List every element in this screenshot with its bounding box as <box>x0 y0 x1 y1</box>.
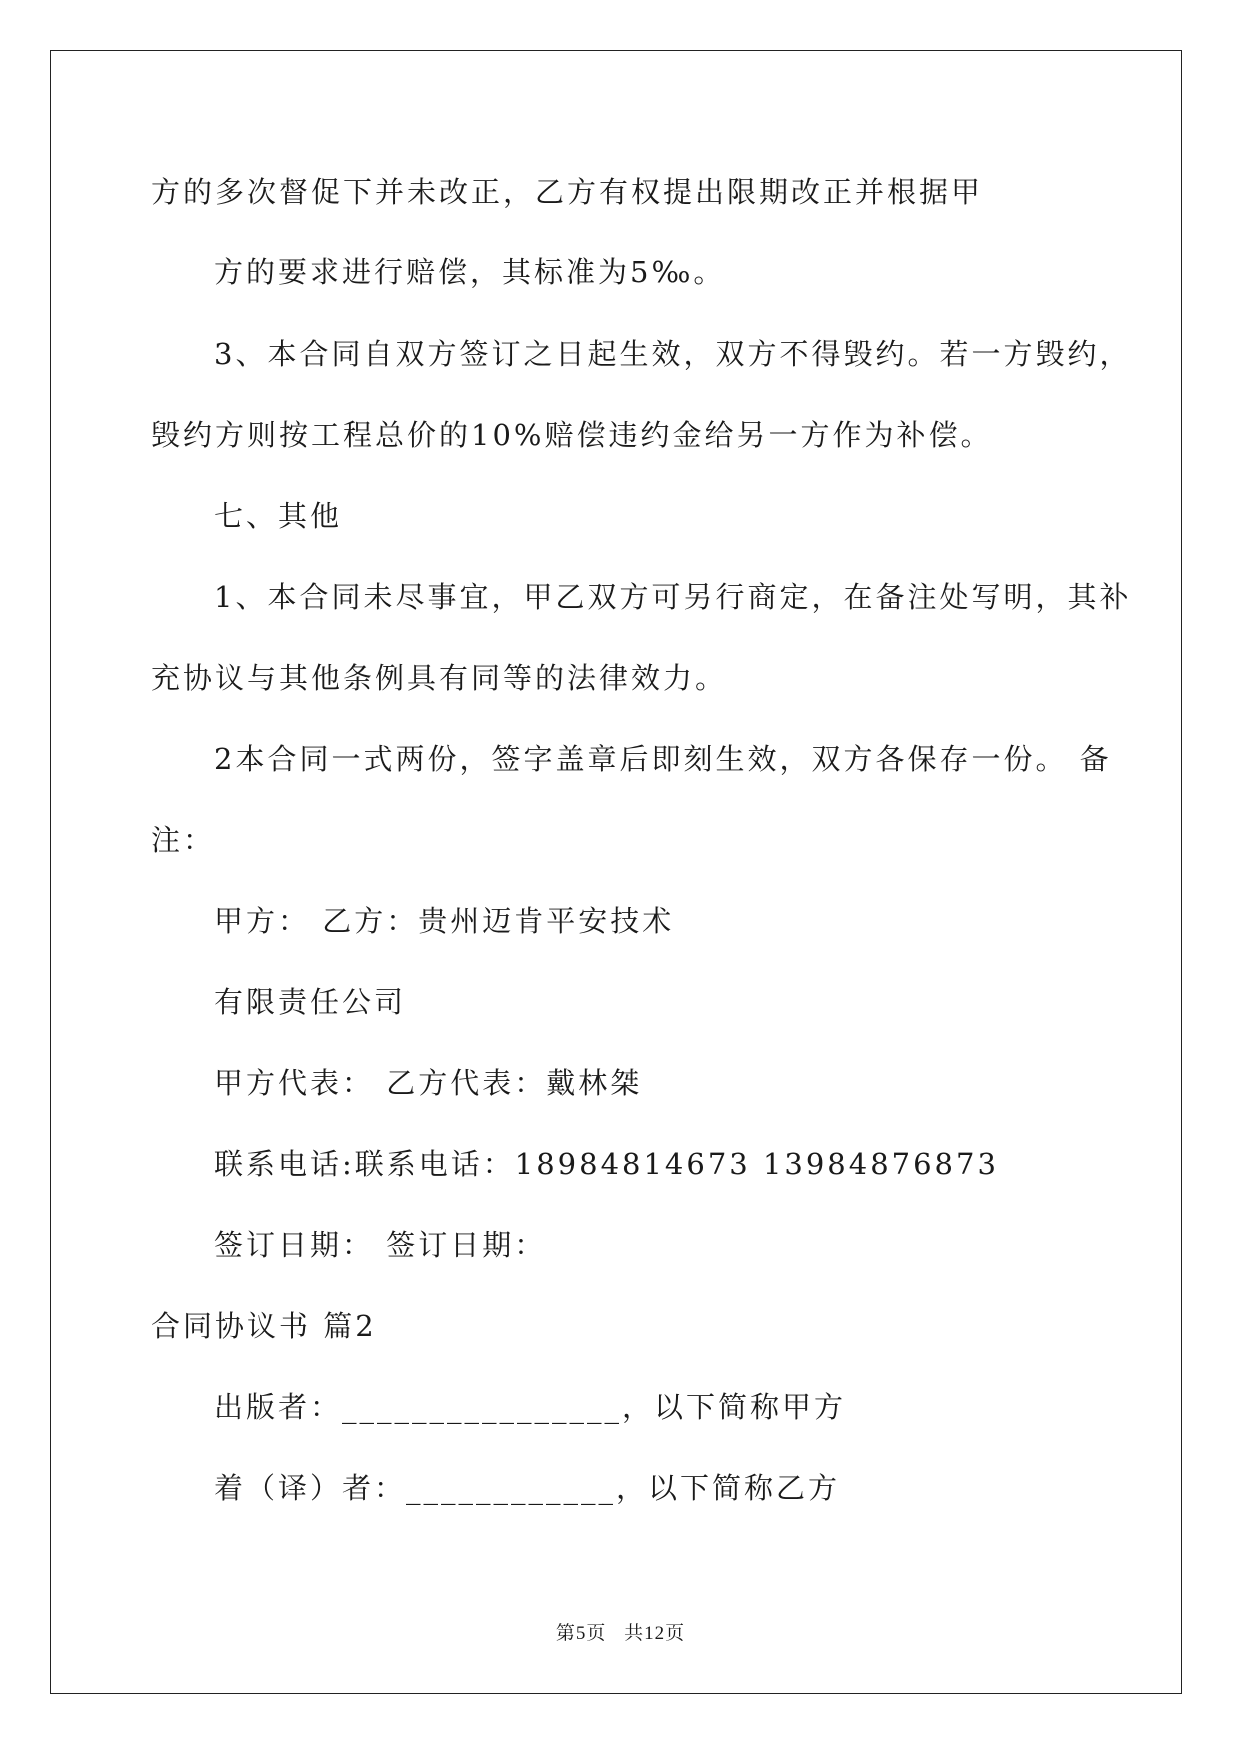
paragraph-line: 1、本合同未尽事宜，甲乙双方可另行商定，在备注处写明，其补 <box>214 580 1132 614</box>
paragraph-line: 方的要求进行赔偿，其标准为5‰。 <box>214 255 726 289</box>
page-number: 第5页 <box>555 1623 607 1644</box>
party-line: 有限责任公司 <box>214 985 407 1019</box>
section-heading: 七、其他 <box>214 499 343 533</box>
paragraph-line: 注： <box>151 823 216 857</box>
page-footer <box>0 1618 1241 1645</box>
phone-line: 联系电话:联系电话：18984814673 13984876873 <box>214 1147 999 1181</box>
paragraph-line: 2本合同一式两份，签字盖章后即刻生效，双方各保存一份。 备 <box>214 742 1112 776</box>
paragraph-line: 毁约方则按工程总价的10%赔偿违约金给另一方作为补偿。 <box>151 418 993 452</box>
section-title: 合同协议书 篇2 <box>151 1309 377 1343</box>
representative-line: 甲方代表： 乙方代表：戴林桀 <box>214 1066 643 1100</box>
page-total: 共12页 <box>624 1623 686 1644</box>
publisher-line: 出版者：________________，以下简称甲方 <box>214 1390 847 1424</box>
paragraph-line: 3、本合同自双方签订之日起生效，双方不得毁约。若一方毁约， <box>214 337 1132 371</box>
page-border <box>50 50 1182 1694</box>
date-line: 签订日期： 签订日期： <box>214 1228 547 1262</box>
party-line: 甲方： 乙方：贵州迈肯平安技术 <box>214 904 675 938</box>
author-line: 着（译）者：____________，以下简称乙方 <box>214 1471 841 1505</box>
paragraph-line: 充协议与其他条例具有同等的法律效力。 <box>151 661 728 695</box>
paragraph-line: 方的多次督促下并未改正，乙方有权提出限期改正并根据甲 <box>151 175 984 209</box>
